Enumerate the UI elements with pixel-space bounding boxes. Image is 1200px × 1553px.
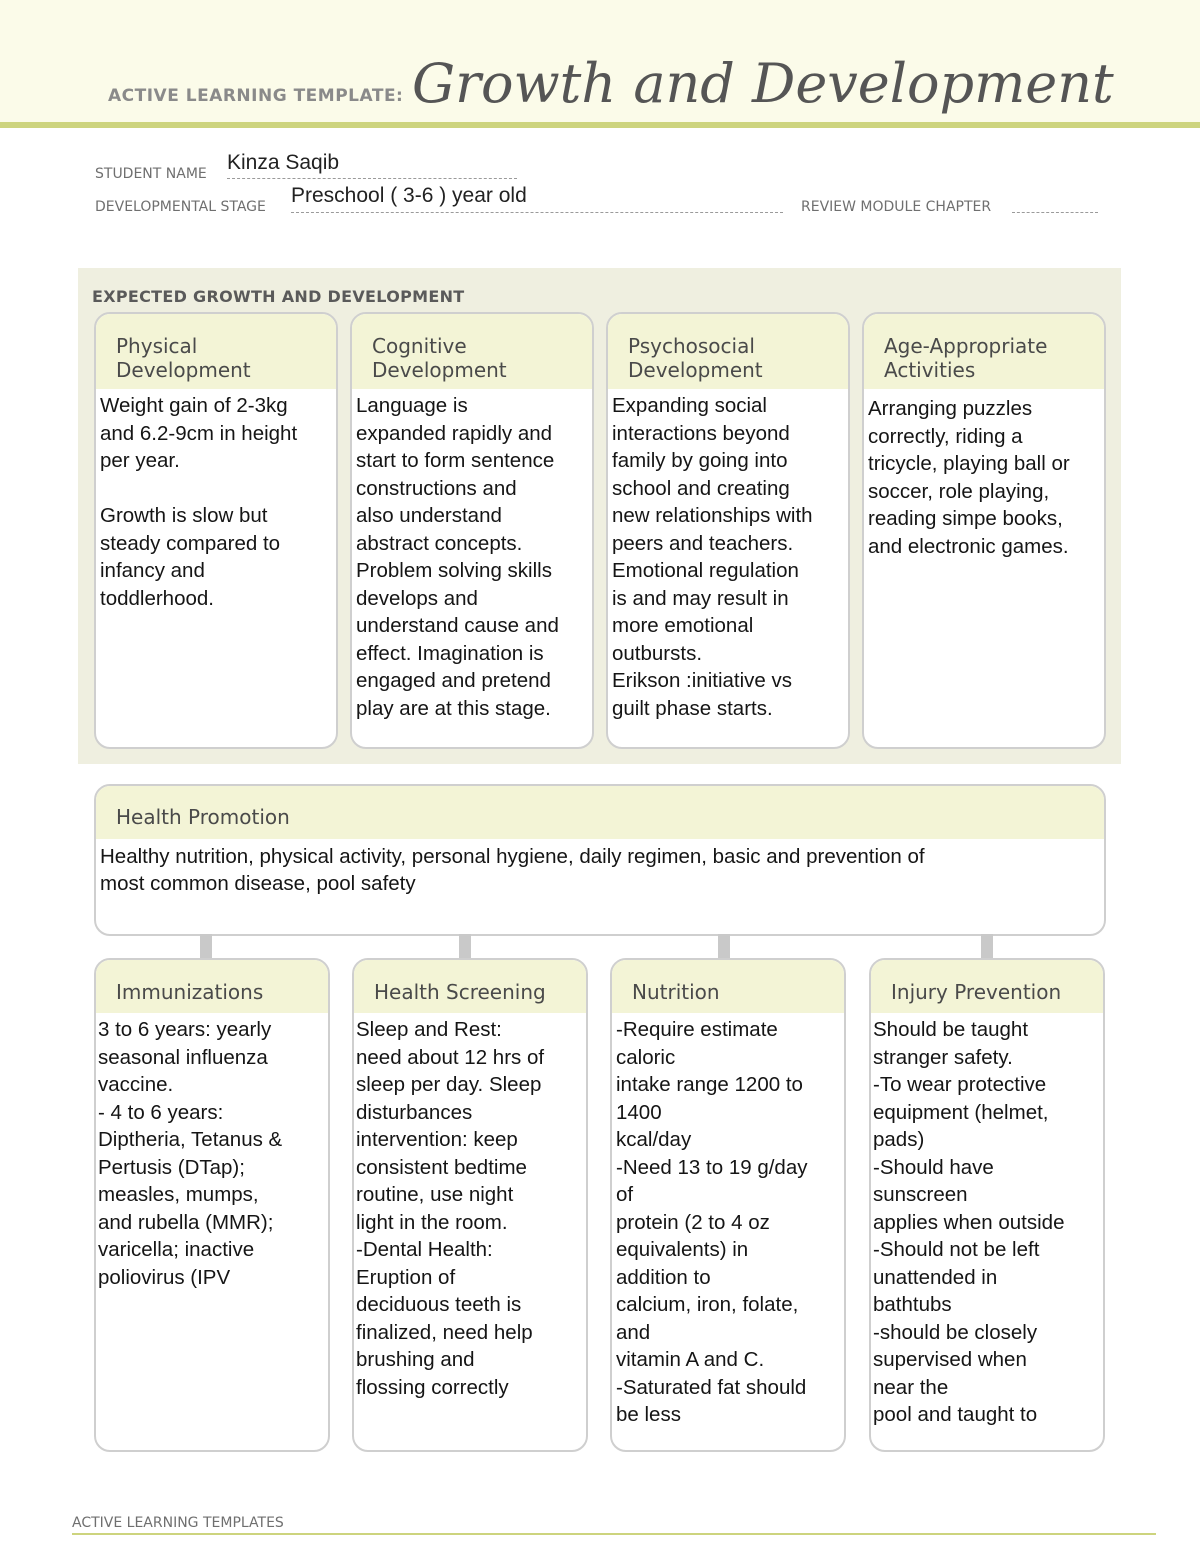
psychosocial-development-text[interactable]: Expanding social interactions beyond family by going into school and creating new relationships with peers and teachers. Emotional regulation is and may result in more emotional outbursts. Erikson :initiative vs guilt phase starts.: [612, 394, 813, 720]
immunizations-text[interactable]: 3 to 6 years: yearly seasonal influenza vaccine. - 4 to 6 years: Diptheria, Tetanus & Pertusis (DTap); measles, mumps, and rubella (MMR); varicella; inactive poliovirus (IPV: [98, 1018, 283, 1289]
psychosocial-development-box: [606, 312, 850, 749]
review-module-field[interactable]: [1012, 212, 1098, 213]
developmental-stage-line: [291, 212, 783, 213]
age-appropriate-activities-box: [862, 312, 1106, 749]
physical-development-title: Physical Development: [96, 314, 336, 389]
immunizations-box: [94, 958, 330, 1452]
injury-prevention-title: Injury Prevention: [871, 960, 1103, 1013]
expected-growth-title: EXPECTED GROWTH AND DEVELOPMENT: [92, 287, 465, 306]
health-promotion-text[interactable]: Healthy nutrition, physical activity, personal hygiene, daily regimen, basic and prevention of most common disease, pool safety: [100, 845, 925, 895]
cognitive-development-title: Cognitive Development: [352, 314, 592, 389]
developmental-stage-field[interactable]: Preschool ( 3-6 ) year old: [291, 184, 527, 207]
health-promotion-title: Health Promotion: [96, 786, 1104, 839]
connector: [459, 934, 471, 960]
connector: [200, 934, 212, 960]
health-screening-text[interactable]: Sleep and Rest: need about 12 hrs of sleep per day. Sleep disturbances intervention: keep consistent bedtime routine, use night light in the room. -Dental Health: Eruption of deciduous teeth is finalized, need help brushing and flossing correctly: [356, 1018, 545, 1399]
student-name-field[interactable]: Kinza Saqib: [227, 151, 340, 174]
nutrition-title: Nutrition: [612, 960, 844, 1013]
physical-development-box: [94, 312, 338, 749]
template-label: ACTIVE LEARNING TEMPLATE:: [108, 86, 404, 106]
connector: [718, 934, 730, 960]
nutrition-box: [610, 958, 846, 1452]
injury-prevention-box: [869, 958, 1105, 1452]
nutrition-text[interactable]: -Require estimate caloric intake range 1200 to 1400 kcal/day -Need 13 to 19 g/day of protein (2 to 4 oz equivalents) in addition to calcium, iron, folate, and vitamin A and C. -Saturated fat should be less: [616, 1018, 808, 1426]
student-name-line: [227, 178, 517, 179]
developmental-stage-label: DEVELOPMENTAL STAGE: [95, 199, 266, 215]
page-title: Growth and Development: [412, 52, 1114, 115]
cognitive-development-text[interactable]: Language is expanded rapidly and start to form sentence constructions and also understand abstract concepts. Problem solving skills develops and understand cause and effect. Imagination is engaged and pretend play are at this stage.: [356, 394, 559, 720]
review-module-label: REVIEW MODULE CHAPTER: [801, 199, 992, 215]
health-promotion-box: [94, 784, 1106, 936]
header-divider: [0, 122, 1200, 128]
health-screening-box: [352, 958, 588, 1452]
physical-development-text[interactable]: Weight gain of 2-3kg and 6.2-9cm in height per year. Growth is slow but steady compared to infancy and toddlerhood.: [100, 394, 298, 610]
student-name-label: STUDENT NAME: [95, 166, 207, 182]
footer-label: ACTIVE LEARNING TEMPLATES: [72, 1515, 284, 1531]
cognitive-development-box: [350, 312, 594, 749]
immunizations-title: Immunizations: [96, 960, 328, 1013]
age-appropriate-activities-title: Age-Appropriate Activities: [864, 314, 1104, 389]
psychosocial-development-title: Psychosocial Development: [608, 314, 848, 389]
injury-prevention-text[interactable]: Should be taught stranger safety. -To wear protective equipment (helmet, pads) -Should have sunscreen applies when outside -Should not be left unattended in bathtubs -should be closely supervised when near the pool and taught to: [873, 1018, 1065, 1426]
health-screening-title: Health Screening: [354, 960, 586, 1013]
age-appropriate-activities-text[interactable]: Arranging puzzles correctly, riding a tricycle, playing ball or soccer, role playing, reading simpe books, and electronic games.: [868, 397, 1070, 558]
connector: [981, 934, 993, 960]
footer-divider: [72, 1533, 1156, 1535]
